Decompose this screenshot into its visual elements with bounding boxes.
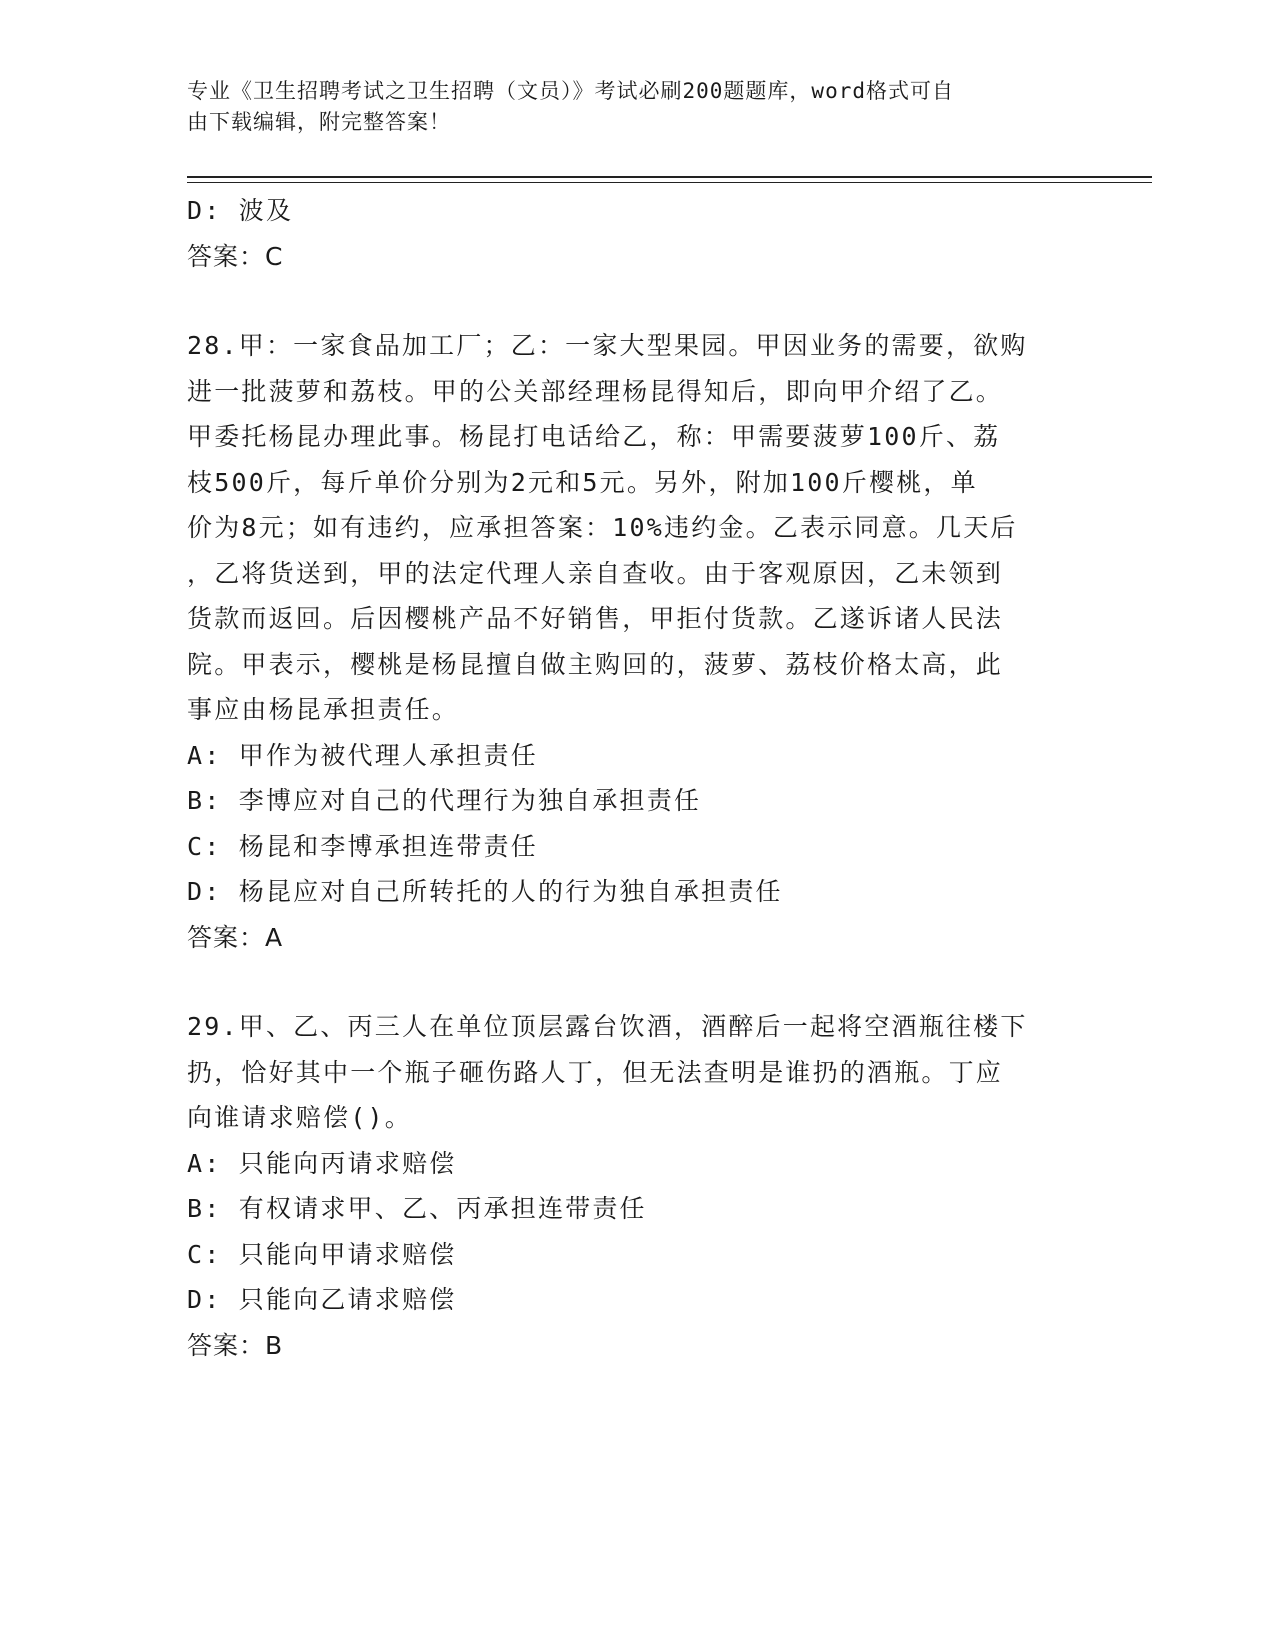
- spacer: [187, 279, 1077, 323]
- question-line: 扔，恰好其中一个瓶子砸伤路人丁，但无法查明是谁扔的酒瓶。丁应: [187, 1057, 1004, 1087]
- option-a: A: 只能向丙请求赔偿: [187, 1148, 457, 1178]
- question-line: 甲委托杨昆办理此事。杨昆打电话给乙，称：甲需要菠萝100斤、荔: [187, 422, 1001, 451]
- option-a: A: 甲作为被代理人承担责任: [187, 740, 538, 770]
- document-body: [187, 188, 1077, 1368]
- question-line: 29.甲、乙、丙三人在单位顶层露台饮酒，酒醉后一起将空酒瓶往楼下: [187, 1012, 1028, 1041]
- question-line: 事应由杨昆承担责任。: [187, 695, 460, 724]
- question-29: [187, 1004, 1077, 1368]
- header-line-2: 由下载编辑，附完整答案！: [187, 110, 451, 134]
- document-header: [187, 76, 1077, 138]
- option-b: B: 李博应对自己的代理行为独自承担责任: [187, 786, 702, 815]
- question-line: 向谁请求赔偿()。: [187, 1103, 412, 1132]
- answer-line: 答案：A: [187, 922, 284, 952]
- option-d: D: 只能向乙请求赔偿: [187, 1285, 457, 1314]
- question-28: [187, 323, 1077, 960]
- answer-line: 答案：C: [187, 241, 284, 271]
- header-divider-thin: [187, 182, 1152, 183]
- question-line: 货款而返回。后因樱桃产品不好销售，甲拒付货款。乙遂诉诸人民法: [187, 604, 1004, 633]
- question-line: 枝500斤，每斤单价分别为2元和5元。另外，附加100斤樱桃，单: [187, 467, 978, 497]
- header-divider-thick: [187, 176, 1152, 178]
- spacer: [187, 960, 1077, 1004]
- question-line: 进一批菠萝和荔枝。甲的公关部经理杨昆得知后，即向甲介绍了乙。: [187, 376, 1004, 406]
- header-line-1: 专业《卫生招聘考试之卫生招聘（文员）》考试必刷200题题库，word格式可自: [187, 79, 954, 103]
- question-stem: [187, 323, 1077, 733]
- question-line: 院。甲表示，樱桃是杨昆擅自做主购回的，菠萝、荔枝价格太高，此: [187, 649, 1004, 679]
- question-stem: [187, 1004, 1077, 1141]
- answer-line: 答案：B: [187, 1330, 284, 1360]
- option-c: C: 杨昆和李博承担连带责任: [187, 831, 538, 861]
- option-d: D: 波及: [187, 196, 294, 225]
- question-line: ，乙将货送到，甲的法定代理人亲自查收。由于客观原因，乙未领到: [187, 558, 1004, 588]
- option-b: B: 有权请求甲、乙、丙承担连带责任: [187, 1194, 647, 1223]
- option-d: D: 杨昆应对自己所转托的人的行为独自承担责任: [187, 877, 783, 906]
- option-c: C: 只能向甲请求赔偿: [187, 1239, 457, 1269]
- question-line: 价为8元；如有违约，应承担答案：10%违约金。乙表示同意。几天后: [187, 513, 1018, 542]
- question-line: 28.甲：一家食品加工厂；乙：一家大型果园。甲因业务的需要，欲购: [187, 331, 1028, 360]
